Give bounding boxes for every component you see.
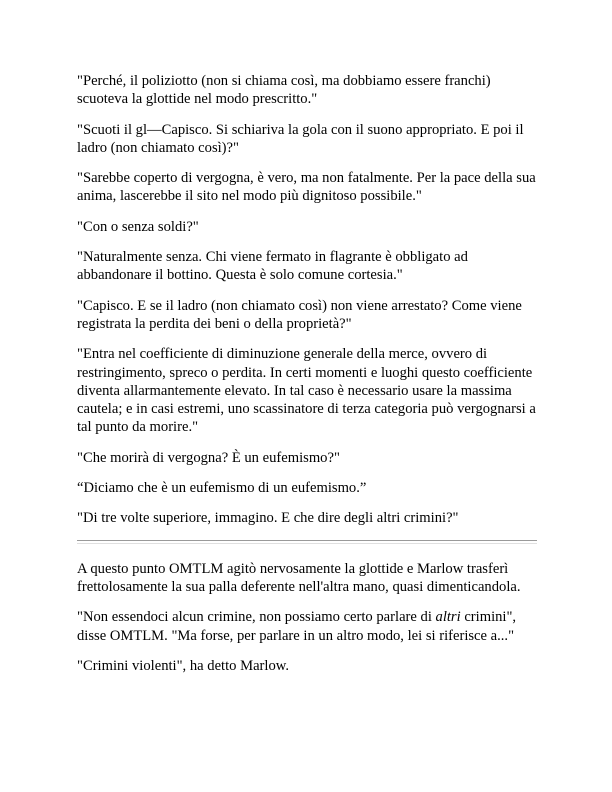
paragraph: "Sarebbe coperto di vergogna, è vero, ma non fatalmente. Per la pace della sua anima, lascerebbe il sito nel modo più dignitoso possibile."	[77, 170, 536, 205]
paragraph: "Di tre volte superiore, immagino. E che dire degli altri crimini?"	[77, 510, 459, 527]
paragraph: "Entra nel coefficiente di diminuzione generale della merce, ovvero di restringimento, spreco o perdita. In certi momenti e luoghi questo coefficiente diventa allarmantemente elevato. In tal caso è necessario usare la massima cautela; e in casi estremi, uno scassinatore di terza categoria può vergognarsi a tal punto da morire."	[77, 346, 536, 436]
dialogue-section-1	[77, 72, 537, 528]
paragraph: "Scuoti il gl—Capisco. Si schiariva la gola con il suono appropriato. E poi il ladro (non chiamato così)?"	[77, 121, 524, 156]
paragraph: A questo punto OMTLM agitò nervosamente la glottide e Marlow trasferì frettolosamente la sua palla deferente nell'altra mano, quasi dimenticandola.	[77, 560, 521, 595]
document-page	[77, 72, 537, 687]
italic-text: altri	[435, 609, 461, 626]
paragraph: “Diciamo che è un eufemismo di un eufemismo.”	[77, 480, 367, 497]
text-run: "Non essendoci alcun crimine, non possiamo certo parlare di	[77, 609, 436, 626]
paragraph: "Crimini violenti", ha detto Marlow.	[77, 657, 290, 674]
paragraph: "Che morirà di vergogna? È un eufemismo?"	[77, 449, 340, 466]
paragraph: "Capisco. E se il ladro (non chiamato così) non viene arrestato? Come viene registrata la perdita dei beni o della proprietà?"	[77, 297, 522, 332]
paragraph: "Con o senza soldi?"	[77, 218, 199, 235]
text-run: crimini", disse OMTLM. "Ma forse, per parlare in un altro modo, lei si riferisce a..."	[77, 609, 517, 644]
dialogue-section-2	[77, 560, 537, 675]
paragraph: "Naturalmente senza. Chi viene fermato in flagrante è obbligato ad abbandonare il bottino. Questa è solo comune cortesia."	[77, 249, 468, 284]
section-divider	[77, 540, 537, 544]
paragraph-with-italic	[77, 608, 537, 645]
paragraph: "Perché, il poliziotto (non si chiama così, ma dobbiamo essere franchi) scuoteva la glottide nel modo prescritto."	[77, 73, 491, 108]
